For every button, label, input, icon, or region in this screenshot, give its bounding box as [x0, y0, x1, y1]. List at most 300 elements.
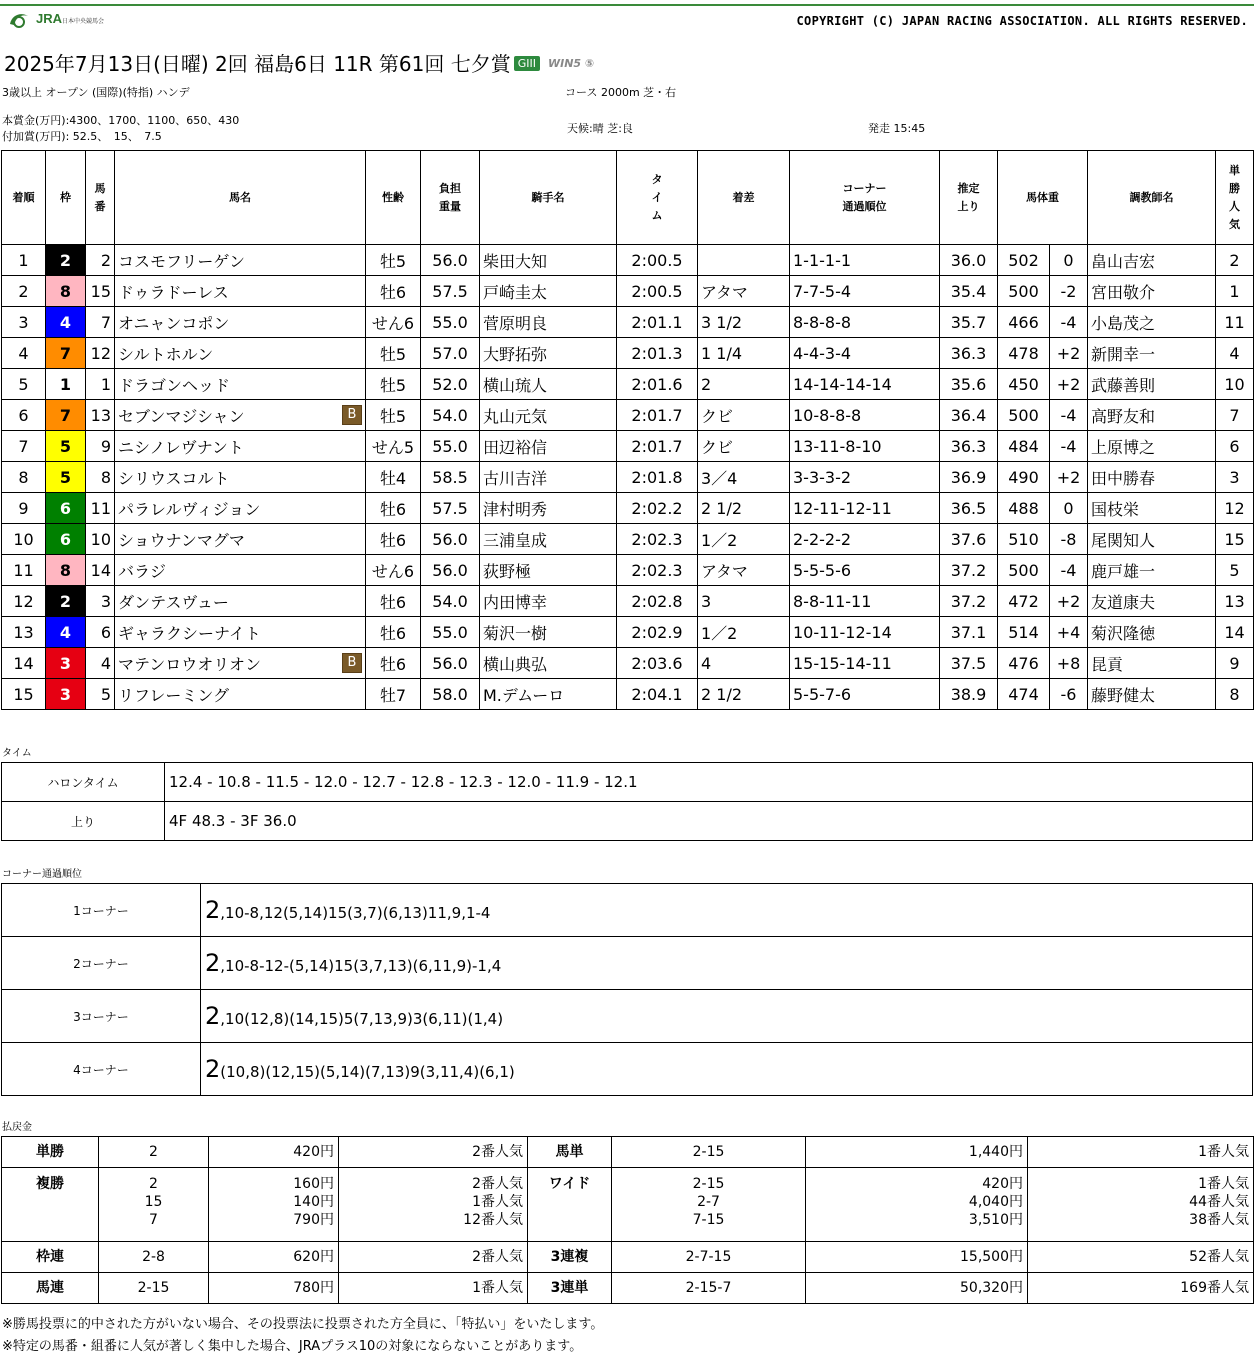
- amount-list: [209, 1168, 339, 1242]
- waku: 6: [46, 524, 86, 555]
- col-header-sex-age: 性齢: [366, 151, 421, 245]
- margin: アタマ: [698, 555, 790, 586]
- waku: 5: [46, 431, 86, 462]
- time: 2:00.5: [617, 276, 698, 307]
- payout-row: [2, 1137, 1254, 1168]
- corner-order: 3-3-3-2: [790, 462, 940, 493]
- combo-list: [612, 1168, 806, 1242]
- last3f: 35.4: [940, 276, 998, 307]
- horse-name-text[interactable]: ギャラクシーナイト: [118, 623, 261, 643]
- corner-order: [201, 990, 1253, 1043]
- last3f: 37.1: [940, 617, 998, 648]
- jockey: 横山琉人: [480, 369, 617, 400]
- col-header-position: 着順: [2, 151, 46, 245]
- margin: 1 1/4: [698, 338, 790, 369]
- blinker-icon: B: [342, 653, 362, 673]
- weather-info: 天候:晴 芝:良: [567, 122, 633, 135]
- waku: 7: [46, 338, 86, 369]
- popularity: 38番人気: [1189, 1212, 1249, 1228]
- horse-name[interactable]: [115, 679, 366, 710]
- last-times: 4F 48.3 - 3F 36.0: [165, 802, 1253, 841]
- corner-label: 4コーナー: [2, 1043, 201, 1096]
- amount: 140円: [293, 1194, 334, 1210]
- combo: 2-15: [692, 1176, 725, 1192]
- margin: 3／4: [698, 462, 790, 493]
- corner-row: [2, 1043, 1253, 1096]
- position: 7: [2, 431, 46, 462]
- corner-order: 10-8-8-8: [790, 400, 940, 431]
- amount: 160円: [293, 1176, 334, 1192]
- position: 9: [2, 493, 46, 524]
- horse-number: 3: [86, 586, 115, 617]
- payout-row: [2, 1242, 1254, 1273]
- corner-rest: ,10(12,8)(14,15)5(7,13,9)3(6,11)(1,4): [220, 1010, 504, 1028]
- corner-order: 5-5-7-6: [790, 679, 940, 710]
- result-row: [2, 462, 1254, 493]
- sex-age: 牡6: [366, 276, 421, 307]
- last3f: 36.3: [940, 431, 998, 462]
- corner-order: 8-8-11-11: [790, 586, 940, 617]
- last3f: 37.2: [940, 555, 998, 586]
- time: 2:02.3: [617, 524, 698, 555]
- sex-age: 牡4: [366, 462, 421, 493]
- weight-diff: -4: [1050, 431, 1088, 462]
- horse-name[interactable]: [115, 369, 366, 400]
- col-header-waku: 枠: [46, 151, 86, 245]
- popularity: 2番人気: [472, 1176, 523, 1192]
- popularity: 1番人気: [1198, 1176, 1249, 1192]
- trainer: 田中勝春: [1088, 462, 1216, 493]
- horse-name[interactable]: [115, 400, 366, 431]
- trainer: 菊沢隆徳: [1088, 617, 1216, 648]
- trainer: 新開幸一: [1088, 338, 1216, 369]
- last3f: 36.0: [940, 245, 998, 276]
- weight: 56.0: [421, 245, 480, 276]
- weight-diff: -2: [1050, 276, 1088, 307]
- margin: 4: [698, 648, 790, 679]
- col-header-corner: コーナー 通過順位: [790, 151, 940, 245]
- body-weight: 476: [998, 648, 1050, 679]
- time: 2:02.9: [617, 617, 698, 648]
- body-weight: 474: [998, 679, 1050, 710]
- combo: 2-15-7: [612, 1273, 806, 1304]
- horse-number: 9: [86, 431, 115, 462]
- result-row: [2, 400, 1254, 431]
- bet-type: 単勝: [2, 1137, 99, 1168]
- win5-icon: WIN5 ⑤: [547, 57, 595, 70]
- bet-type: 3連複: [528, 1242, 612, 1273]
- result-row: [2, 307, 1254, 338]
- time: 2:01.1: [617, 307, 698, 338]
- horse-name-text[interactable]: シリウスコルト: [118, 468, 230, 488]
- last3f: 36.4: [940, 400, 998, 431]
- corners-section-label: コーナー通過順位: [2, 869, 82, 880]
- jra-logo-icon: [8, 10, 30, 30]
- corner-order: 4-4-3-4: [790, 338, 940, 369]
- laps-section-label: タイム: [2, 748, 32, 759]
- position: 13: [2, 617, 46, 648]
- horse-name[interactable]: [115, 431, 366, 462]
- amount-list: [806, 1168, 1028, 1242]
- weight: 58.0: [421, 679, 480, 710]
- course-info: コース 2000m 芝・右: [565, 86, 677, 99]
- corner-label: 2コーナー: [2, 937, 201, 990]
- jockey: 菅原明良: [480, 307, 617, 338]
- position: 3: [2, 307, 46, 338]
- body-weight: 514: [998, 617, 1050, 648]
- amount: 620円: [209, 1242, 339, 1273]
- weight-diff: +2: [1050, 369, 1088, 400]
- trainer: 上原博之: [1088, 431, 1216, 462]
- body-weight: 490: [998, 462, 1050, 493]
- trainer: 友道康夫: [1088, 586, 1216, 617]
- margin: 3: [698, 586, 790, 617]
- margin: クビ: [698, 400, 790, 431]
- jockey: M.デムーロ: [480, 679, 617, 710]
- last3f: 37.5: [940, 648, 998, 679]
- position: 1: [2, 245, 46, 276]
- time: 2:00.5: [617, 245, 698, 276]
- payout-row: [2, 1273, 1254, 1304]
- amount: 50,320円: [806, 1273, 1028, 1304]
- horse-name[interactable]: [115, 245, 366, 276]
- combo: 7: [149, 1212, 158, 1228]
- corner-leader: 2: [205, 896, 221, 924]
- waku: 6: [46, 493, 86, 524]
- horse-name[interactable]: [115, 493, 366, 524]
- sex-age: 牡6: [366, 524, 421, 555]
- horse-number: 2: [86, 245, 115, 276]
- result-row: [2, 245, 1254, 276]
- corner-leader: 2: [205, 1002, 221, 1030]
- margin: 2 1/2: [698, 679, 790, 710]
- time: 2:01.7: [617, 431, 698, 462]
- horse-name[interactable]: [115, 307, 366, 338]
- popularity: 10: [1216, 369, 1254, 400]
- jockey: 三浦皇成: [480, 524, 617, 555]
- horse-name[interactable]: [115, 276, 366, 307]
- horse-name-text[interactable]: ショウナンマグマ: [118, 530, 245, 550]
- result-row: [2, 524, 1254, 555]
- corner-order: 1-1-1-1: [790, 245, 940, 276]
- position: 2: [2, 276, 46, 307]
- amount: 420円: [209, 1137, 339, 1168]
- waku: 4: [46, 307, 86, 338]
- weight-diff: +4: [1050, 617, 1088, 648]
- weight-diff: +2: [1050, 338, 1088, 369]
- corner-order: 10-11-12-14: [790, 617, 940, 648]
- combo: 2-15: [612, 1137, 806, 1168]
- popularity: 12番人気: [463, 1212, 523, 1228]
- waku: 8: [46, 276, 86, 307]
- waku: 4: [46, 617, 86, 648]
- time: 2:04.1: [617, 679, 698, 710]
- combo: 2-8: [99, 1242, 209, 1273]
- combo: 15: [144, 1194, 163, 1210]
- horse-name-text[interactable]: ダンテスヴュー: [118, 592, 229, 612]
- last3f: 36.5: [940, 493, 998, 524]
- corner-order: [201, 884, 1253, 937]
- weight: 57.5: [421, 276, 480, 307]
- bet-type: 馬連: [2, 1273, 99, 1304]
- logo-text: JRA: [36, 11, 63, 26]
- corner-rest: ,10-8-12-(5,14)15(3,7,13)(6,11,9)-1,4: [220, 957, 502, 975]
- popularity: 13: [1216, 586, 1254, 617]
- trainer: 武藤善則: [1088, 369, 1216, 400]
- corner-order: [201, 937, 1253, 990]
- popularity: 2: [1216, 245, 1254, 276]
- corner-order: [201, 1043, 1253, 1096]
- popularity: 15: [1216, 524, 1254, 555]
- result-row: [2, 555, 1254, 586]
- trainer: 畠山吉宏: [1088, 245, 1216, 276]
- time: 2:02.2: [617, 493, 698, 524]
- horse-name[interactable]: [115, 617, 366, 648]
- bet-type: 3連単: [528, 1273, 612, 1304]
- bet-type: ワイド: [528, 1168, 612, 1242]
- jockey: 柴田大知: [480, 245, 617, 276]
- body-weight: 488: [998, 493, 1050, 524]
- weight-diff: 0: [1050, 493, 1088, 524]
- result-row: [2, 493, 1254, 524]
- popularity: 5: [1216, 555, 1254, 586]
- time: 2:03.6: [617, 648, 698, 679]
- popularity: 52番人気: [1028, 1242, 1254, 1273]
- logo-subtext: 日本中央競馬会: [62, 18, 105, 25]
- horse-name-text[interactable]: コスモフリーゲン: [118, 251, 246, 271]
- waku: 3: [46, 679, 86, 710]
- body-weight: 500: [998, 400, 1050, 431]
- popularity: 6: [1216, 431, 1254, 462]
- weight: 58.5: [421, 462, 480, 493]
- corner-row: [2, 990, 1253, 1043]
- waku: 3: [46, 648, 86, 679]
- margin: 1／2: [698, 617, 790, 648]
- note: ※特定の馬番・組番に人気が著しく集中した場合、JRAプラス10の対象にならないことがあります。: [2, 1339, 583, 1354]
- waku: 2: [46, 245, 86, 276]
- sex-age: せん5: [366, 431, 421, 462]
- jockey: 津村明秀: [480, 493, 617, 524]
- margin: クビ: [698, 431, 790, 462]
- sex-age: 牡5: [366, 400, 421, 431]
- position: 5: [2, 369, 46, 400]
- result-row: [2, 369, 1254, 400]
- last3f: 35.6: [940, 369, 998, 400]
- race-title: [4, 48, 594, 77]
- weight-diff: 0: [1050, 245, 1088, 276]
- corner-rest: ,10-8,12(5,14)15(3,7)(6,13)11,9,1-4: [220, 904, 491, 922]
- col-header-time: タ イ ム: [617, 151, 698, 245]
- sex-age: 牡5: [366, 338, 421, 369]
- jockey: 菊沢一樹: [480, 617, 617, 648]
- col-header-margin: 着差: [698, 151, 790, 245]
- position: 6: [2, 400, 46, 431]
- sex-age: 牡5: [366, 245, 421, 276]
- amount: 1,440円: [806, 1137, 1028, 1168]
- furlong-row: [2, 763, 1253, 802]
- popularity: 7: [1216, 400, 1254, 431]
- horse-name[interactable]: [115, 648, 366, 679]
- furlong-times: 12.4 - 10.8 - 11.5 - 12.0 - 12.7 - 12.8 - 12.3 - 12.0 - 11.9 - 12.1: [165, 763, 1253, 802]
- sex-age: 牡6: [366, 617, 421, 648]
- weight: 56.0: [421, 555, 480, 586]
- margin: 1／2: [698, 524, 790, 555]
- combo: 2-7-15: [612, 1242, 806, 1273]
- last-row: [2, 802, 1253, 841]
- popularity: 1番人気: [472, 1194, 523, 1210]
- last3f: 37.2: [940, 586, 998, 617]
- margin: [698, 245, 790, 276]
- trainer: 昆貢: [1088, 648, 1216, 679]
- sex-age: 牡6: [366, 493, 421, 524]
- horse-name-text[interactable]: バラジ: [118, 561, 167, 581]
- horse-name-text[interactable]: セブンマジシャン: [118, 406, 245, 426]
- corner-order: 8-8-8-8: [790, 307, 940, 338]
- horse-name[interactable]: [115, 338, 366, 369]
- jockey: 内田博幸: [480, 586, 617, 617]
- horse-number: 5: [86, 679, 115, 710]
- waku: 1: [46, 369, 86, 400]
- horse-name-text[interactable]: ドラゴンヘッド: [118, 375, 231, 395]
- prize-main: 本賞金(万円):4300、1700、1100、650、430: [2, 114, 240, 127]
- corner-order: 15-15-14-11: [790, 648, 940, 679]
- body-weight: 478: [998, 338, 1050, 369]
- jockey: 田辺裕信: [480, 431, 617, 462]
- weight-diff: -6: [1050, 679, 1088, 710]
- time: 2:01.8: [617, 462, 698, 493]
- waku: 8: [46, 555, 86, 586]
- corners-table: [1, 883, 1253, 1096]
- col-header-trainer: 調教師名: [1088, 151, 1216, 245]
- weight: 55.0: [421, 617, 480, 648]
- popularity: 11: [1216, 307, 1254, 338]
- horse-name-text[interactable]: オニャンコポン: [118, 313, 230, 333]
- corner-row: [2, 937, 1253, 990]
- horse-name[interactable]: [115, 586, 366, 617]
- corner-label: 1コーナー: [2, 884, 201, 937]
- corner-rest: (10,8)(12,15)(5,14)(7,13)9(3,11,4)(6,1): [220, 1063, 515, 1081]
- copyright: COPYRIGHT (C) JAPAN RACING ASSOCIATION. ALL RIGHTS RESERVED.: [796, 14, 1248, 28]
- margin: アタマ: [698, 276, 790, 307]
- start-time: 発走 15:45: [868, 122, 926, 135]
- weight: 57.0: [421, 338, 480, 369]
- time: 2:02.8: [617, 586, 698, 617]
- popularity: 3: [1216, 462, 1254, 493]
- weight-diff: +2: [1050, 586, 1088, 617]
- popularity: 1: [1216, 276, 1254, 307]
- note: ※勝馬投票に的中された方がいない場合、その投票法に投票された方全員に、「特払い」をいたします。: [2, 1317, 604, 1332]
- weight-diff: +2: [1050, 462, 1088, 493]
- position: 15: [2, 679, 46, 710]
- waku: 7: [46, 400, 86, 431]
- horse-number: 11: [86, 493, 115, 524]
- corner-order: 5-5-5-6: [790, 555, 940, 586]
- results-table: [1, 150, 1254, 710]
- trainer: 鹿戸雄一: [1088, 555, 1216, 586]
- last3f: 36.3: [940, 338, 998, 369]
- weight-diff: -4: [1050, 400, 1088, 431]
- waku: 5: [46, 462, 86, 493]
- result-row: [2, 679, 1254, 710]
- horse-name[interactable]: [115, 524, 366, 555]
- horse-name-text[interactable]: ドゥラドーレス: [118, 282, 229, 302]
- position: 10: [2, 524, 46, 555]
- sex-age: 牡7: [366, 679, 421, 710]
- weight-diff: -8: [1050, 524, 1088, 555]
- amount: 790円: [293, 1212, 334, 1228]
- weight: 56.0: [421, 524, 480, 555]
- horse-number: 14: [86, 555, 115, 586]
- horse-number: 10: [86, 524, 115, 555]
- body-weight: 500: [998, 555, 1050, 586]
- horse-number: 15: [86, 276, 115, 307]
- horse-name-text[interactable]: パラレルヴィジョン: [118, 499, 261, 519]
- weight: 55.0: [421, 431, 480, 462]
- horse-name[interactable]: [115, 462, 366, 493]
- col-header-horse: 馬名: [115, 151, 366, 245]
- payouts-section-label: 払戻金: [2, 1122, 32, 1133]
- sex-age: せん6: [366, 307, 421, 338]
- weight: 55.0: [421, 307, 480, 338]
- horse-name-text[interactable]: シルトホルン: [118, 344, 214, 364]
- horse-number: 13: [86, 400, 115, 431]
- combo: 2-7: [697, 1194, 720, 1210]
- time: 2:01.6: [617, 369, 698, 400]
- amount: 15,500円: [806, 1242, 1028, 1273]
- position: 14: [2, 648, 46, 679]
- last3f: 37.6: [940, 524, 998, 555]
- amount: 4,040円: [968, 1194, 1023, 1210]
- header-rule: [0, 4, 1254, 6]
- body-weight: 472: [998, 586, 1050, 617]
- result-row: [2, 431, 1254, 462]
- combo-list: [99, 1168, 209, 1242]
- corner-order: 14-14-14-14: [790, 369, 940, 400]
- horse-number: 12: [86, 338, 115, 369]
- corner-order: 2-2-2-2: [790, 524, 940, 555]
- result-row: [2, 586, 1254, 617]
- grade-badge: GIII: [514, 56, 540, 71]
- weight-diff: +8: [1050, 648, 1088, 679]
- position: 4: [2, 338, 46, 369]
- horse-name-text[interactable]: リフレーミング: [118, 685, 230, 705]
- trainer: 尾関知人: [1088, 524, 1216, 555]
- horse-name-text[interactable]: ニシノレヴナント: [118, 437, 244, 457]
- laps-table: [1, 762, 1253, 841]
- weight: 54.0: [421, 400, 480, 431]
- horse-number: 6: [86, 617, 115, 648]
- corner-order: 7-7-5-4: [790, 276, 940, 307]
- col-header-last3f: 推定 上り: [940, 151, 998, 245]
- horse-name-text[interactable]: マテンロウオリオン: [118, 654, 262, 674]
- furlong-label: ハロンタイム: [2, 763, 165, 802]
- body-weight: 450: [998, 369, 1050, 400]
- jockey: 古川吉洋: [480, 462, 617, 493]
- popularity: 12: [1216, 493, 1254, 524]
- last-label: 上り: [2, 802, 165, 841]
- col-header-jockey: 騎手名: [480, 151, 617, 245]
- combo: 2: [99, 1137, 209, 1168]
- sex-age: せん6: [366, 555, 421, 586]
- sex-age: 牡5: [366, 369, 421, 400]
- position: 12: [2, 586, 46, 617]
- horse-name[interactable]: [115, 555, 366, 586]
- jockey: 荻野極: [480, 555, 617, 586]
- jockey: 丸山元気: [480, 400, 617, 431]
- combo: 7-15: [692, 1212, 725, 1228]
- amount: 3,510円: [968, 1212, 1023, 1228]
- position: 8: [2, 462, 46, 493]
